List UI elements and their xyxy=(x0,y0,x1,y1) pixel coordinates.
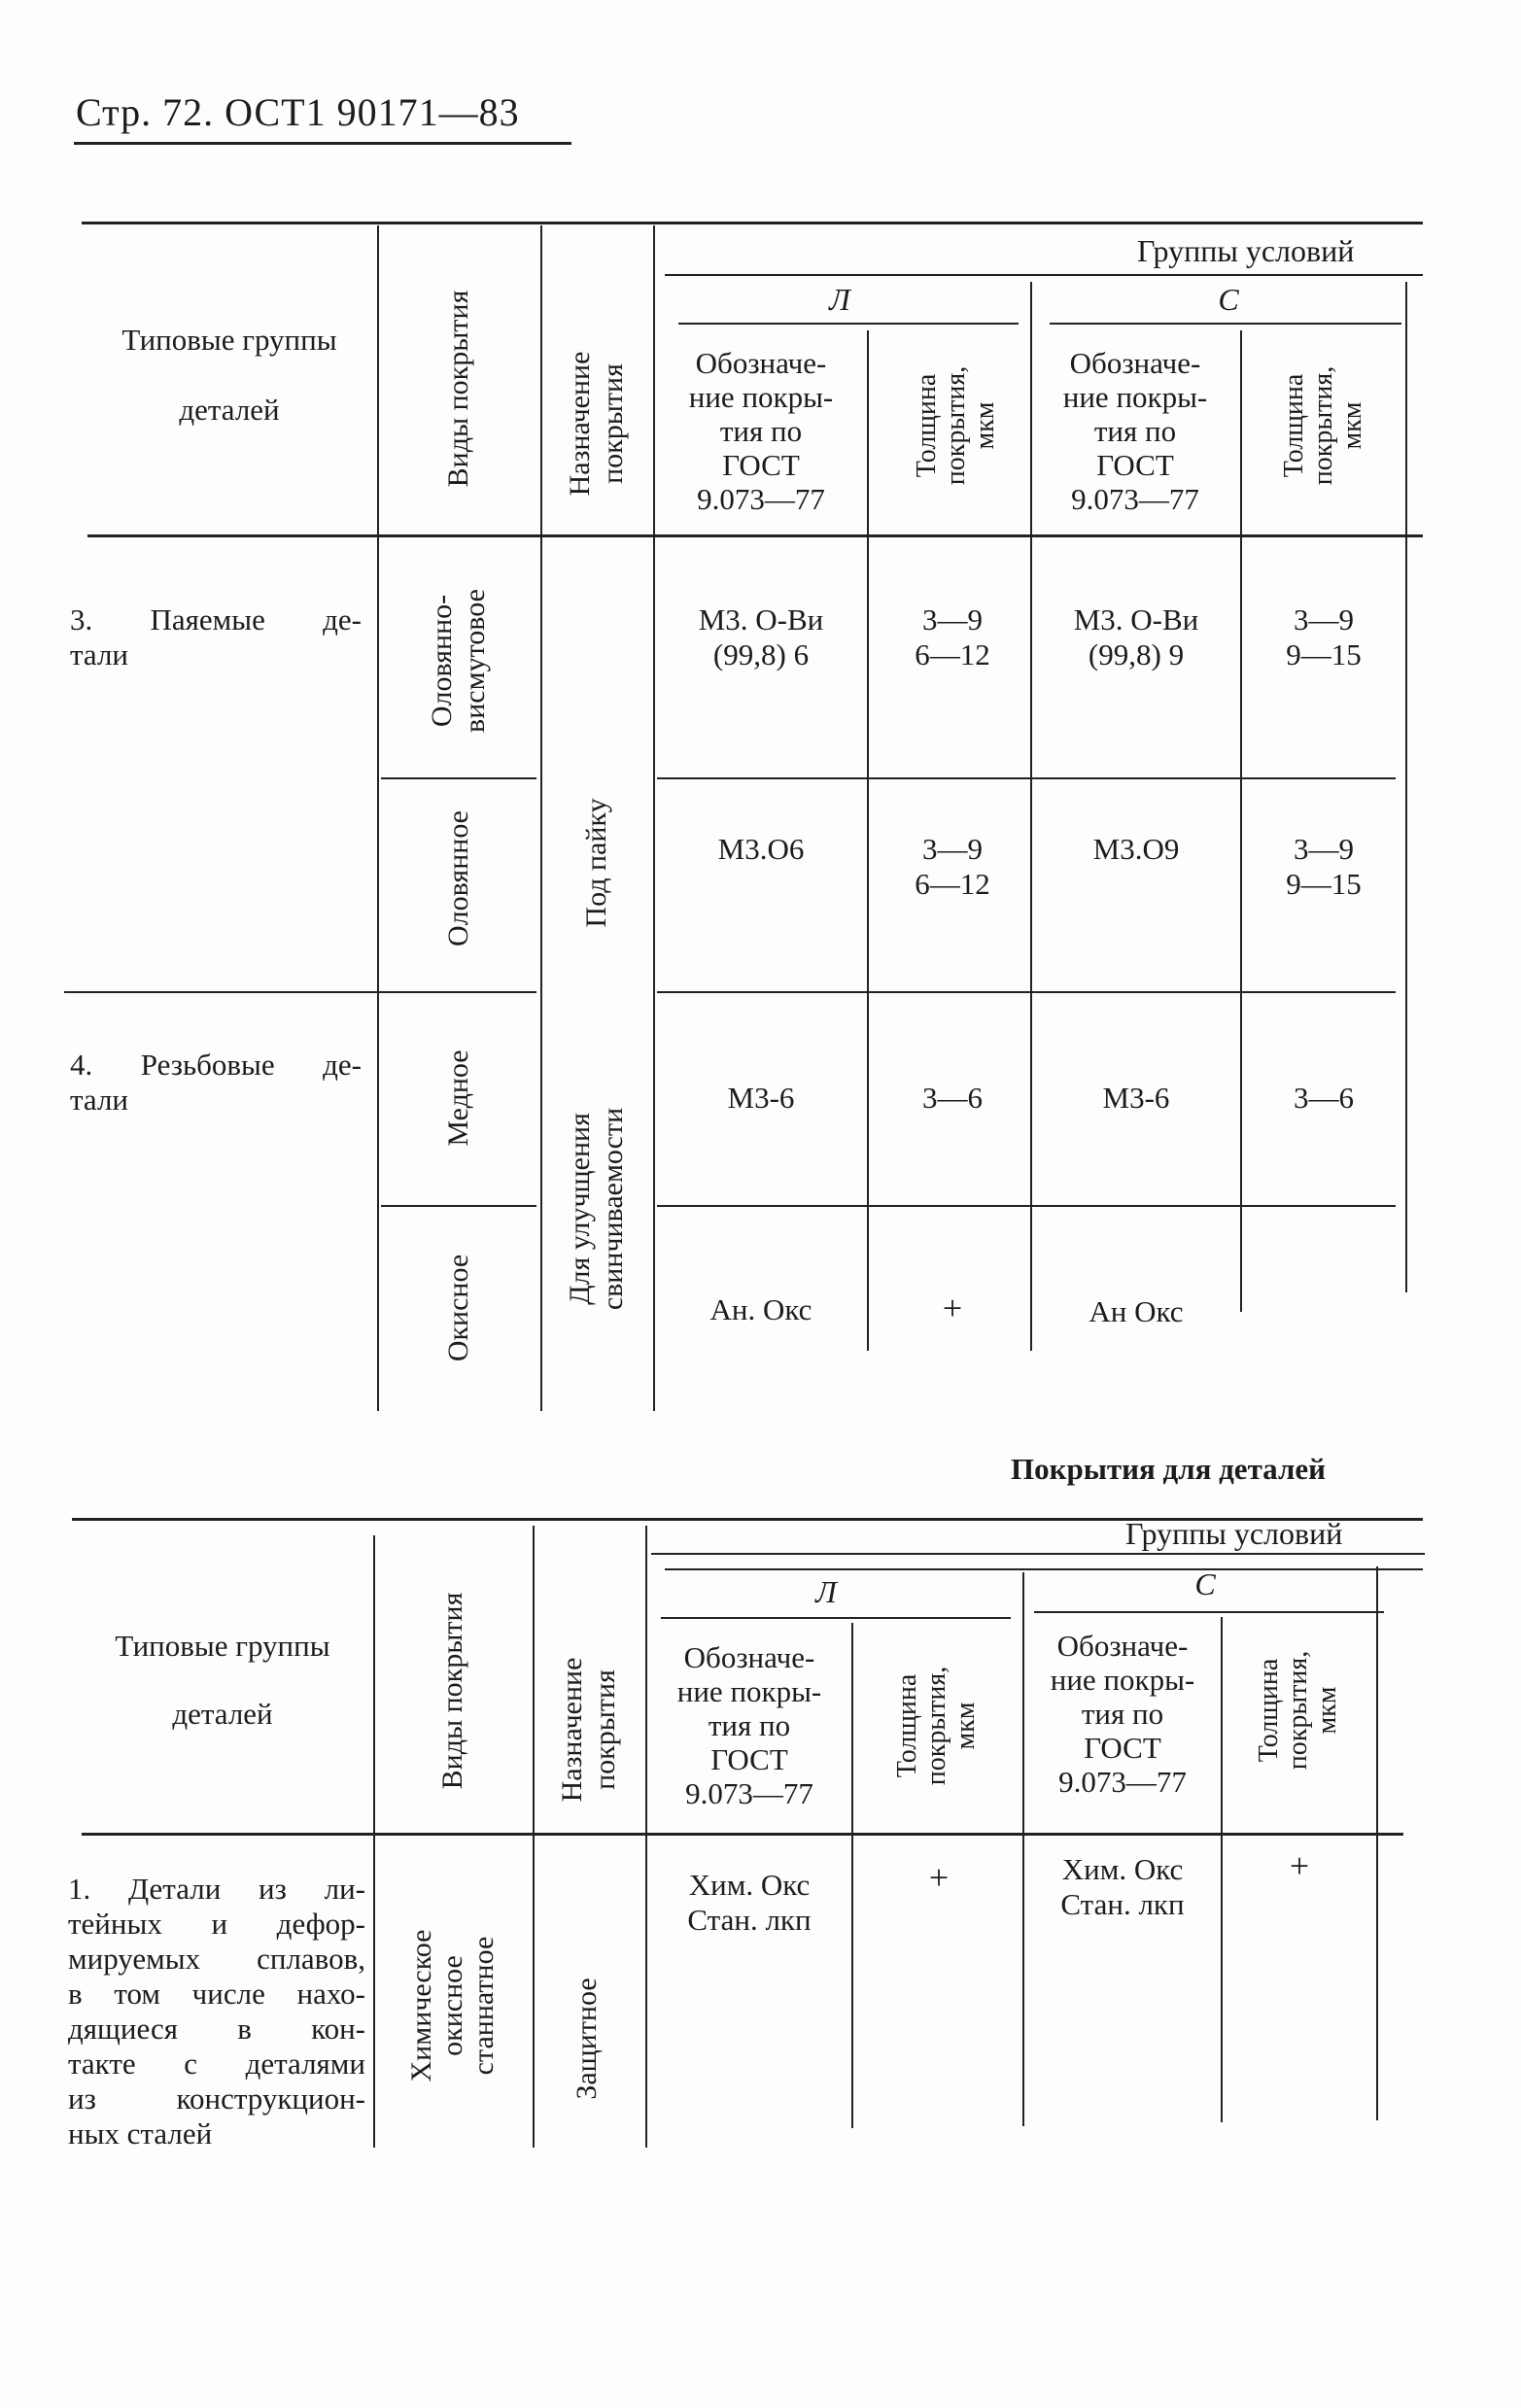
table1-row3b-coating-type: Оловянное xyxy=(442,810,474,946)
table1-row4a-rule-data xyxy=(657,1205,1396,1207)
table2-col-coating-type: Виды покрытия xyxy=(436,1592,468,1790)
table2-vline-5 xyxy=(1022,1572,1024,2126)
table1-row4b-coating-type: Окисное xyxy=(442,1254,474,1362)
table1-row4b-L-thickness: + xyxy=(942,1289,963,1327)
table2-conditions-heading: Группы условий xyxy=(1125,1516,1343,1551)
table1-row4a-S-designation: М3-6 xyxy=(1102,1081,1170,1115)
table2-row1-L-designation: Хим. Окс Стан. лкп xyxy=(687,1868,812,1937)
table1-row3a-S-thickness: 3—9 9—15 xyxy=(1286,602,1362,671)
table1-vline-4 xyxy=(867,330,869,1351)
table1-vline-6 xyxy=(1240,330,1242,1312)
table1-row4a-S-thickness: 3—6 xyxy=(1294,1081,1354,1115)
table1-row3a-rule-data xyxy=(657,777,1396,779)
table1-col-part-group-line1: Типовые группы xyxy=(121,323,337,357)
table2-col-part-group-line2: деталей xyxy=(172,1697,273,1731)
table1-col-part-group-line2: деталей xyxy=(179,393,280,427)
table2-vline-6 xyxy=(1221,1617,1223,2122)
table1-row3b-L-designation: М3.О6 xyxy=(717,832,805,866)
table1-S-rule xyxy=(1050,323,1401,325)
table2-vline-1 xyxy=(373,1535,375,2148)
table2-group-S: С xyxy=(1194,1566,1216,1601)
table1-group-L: Л xyxy=(829,282,850,317)
table2-S-thickness-header: Толщина покрытия, мкм xyxy=(1254,1650,1342,1771)
table1-conditions-rule xyxy=(665,274,1423,276)
table2-vline-4 xyxy=(851,1623,853,2128)
table1-vline-1 xyxy=(377,225,379,1411)
table1-row4b-L-designation: Ан. Окс xyxy=(709,1292,812,1326)
table2-S-designation-header: Обозначе- ние покры- тия по ГОСТ 9.073—77 xyxy=(1050,1629,1195,1799)
table1-row3b-S-designation: М3.О9 xyxy=(1092,832,1180,866)
table2-L-rule xyxy=(661,1617,1011,1619)
table2-header-bottom-rule xyxy=(82,1833,1403,1836)
table1-L-designation-header: Обозначе- ние покры- тия по ГОСТ 9.073—77 xyxy=(688,346,834,516)
table1-row3a-rule-type xyxy=(381,777,536,779)
table1-header-bottom-rule xyxy=(87,534,1423,537)
table1-L-thickness-header: Толщина покрытия, мкм xyxy=(912,365,1000,486)
table1-row3a-L-thickness: 3—9 6—12 xyxy=(915,602,990,671)
table1-row3-bottom-rule xyxy=(64,991,536,993)
table2-vline-2 xyxy=(533,1526,535,2148)
table1-group-S: С xyxy=(1218,282,1239,317)
table2-row1-S-thickness: + xyxy=(1289,1846,1310,1885)
table1-row3a-coating-type: Оловянно- висмутовое xyxy=(426,589,491,733)
table2-col-purpose: Назначение покрытия xyxy=(556,1657,621,1803)
table1-row3-part-group: 3. Паяемые де- тали xyxy=(70,602,362,671)
table1-col-coating-type: Виды покрытия xyxy=(442,290,474,488)
table1-S-thickness-header: Толщина покрытия, мкм xyxy=(1279,365,1367,486)
table2-conditions-rule-2 xyxy=(665,1568,1423,1570)
table2-row1-S-designation: Хим. Окс Стан. лкп xyxy=(1060,1852,1185,1921)
table2-vline-3 xyxy=(645,1526,647,2148)
table2-group-L: Л xyxy=(815,1574,837,1609)
table1-row3b-S-thickness: 3—9 9—15 xyxy=(1286,832,1362,901)
table1-row4b-S-designation: Ан Окс xyxy=(1089,1294,1184,1328)
table1-row3a-S-designation: М3. О-Ви (99,8) 9 xyxy=(1073,602,1199,671)
table1-S-designation-header: Обозначе- ние покры- тия по ГОСТ 9.073—77 xyxy=(1062,346,1208,516)
table1-row3-purpose: Под пайку xyxy=(580,798,612,928)
table2-row1-L-thickness: + xyxy=(928,1858,950,1897)
table2-L-designation-header: Обозначе- ние покры- тия по ГОСТ 9.073—77 xyxy=(676,1640,822,1810)
table2-L-thickness-header: Толщина покрытия, мкм xyxy=(892,1666,981,1786)
page-header-title: Стр. 72. ОСТ1 90171—83 xyxy=(76,90,520,134)
table1-vline-5 xyxy=(1030,282,1032,1351)
table1-row3b-L-thickness: 3—9 6—12 xyxy=(915,832,990,901)
table2-S-rule xyxy=(1034,1611,1384,1613)
table2-row1-coating-type: Химическое окисное станнатное xyxy=(405,1929,500,2082)
table1-row4a-rule-type xyxy=(381,1205,536,1207)
table2-row1-purpose: Защитное xyxy=(570,1978,603,2100)
table1-row3-bottom-rule-data xyxy=(657,991,1396,993)
table1-L-rule xyxy=(678,323,1019,325)
table1-conditions-heading: Группы условий xyxy=(1137,233,1355,268)
table1-vline-3 xyxy=(653,225,655,1411)
table1-row4a-L-designation: М3-6 xyxy=(727,1081,795,1115)
table1-col-purpose: Назначение покрытия xyxy=(564,351,629,497)
table2-vline-7 xyxy=(1376,1566,1378,2120)
table2-row1-part-group: 1. Детали из ли- тейных и дефор- мируемых сплавов, в том числе нахо- дящиеся в кон- такте с деталями из конструкцион- ных сталей xyxy=(68,1872,365,2150)
table1-row4-purpose: Для улучщения свинчиваемости xyxy=(564,1107,629,1311)
table1-row4-part-group: 4. Резьбовые де- тали xyxy=(70,1048,362,1117)
table1-top-rule xyxy=(82,222,1423,224)
table1-row3a-L-designation: М3. О-Ви (99,8) 6 xyxy=(698,602,824,671)
table2-conditions-rule xyxy=(651,1553,1425,1555)
header-underline xyxy=(74,142,571,145)
table1-vline-2 xyxy=(540,225,542,1411)
table2-col-part-group-line1: Типовые группы xyxy=(115,1629,330,1663)
table2-caption: Покрытия для деталей xyxy=(1011,1452,1326,1486)
table1-row4a-L-thickness: 3—6 xyxy=(922,1081,983,1115)
table1-vline-7 xyxy=(1405,282,1407,1292)
table1-row4a-coating-type: Медное xyxy=(442,1049,474,1147)
